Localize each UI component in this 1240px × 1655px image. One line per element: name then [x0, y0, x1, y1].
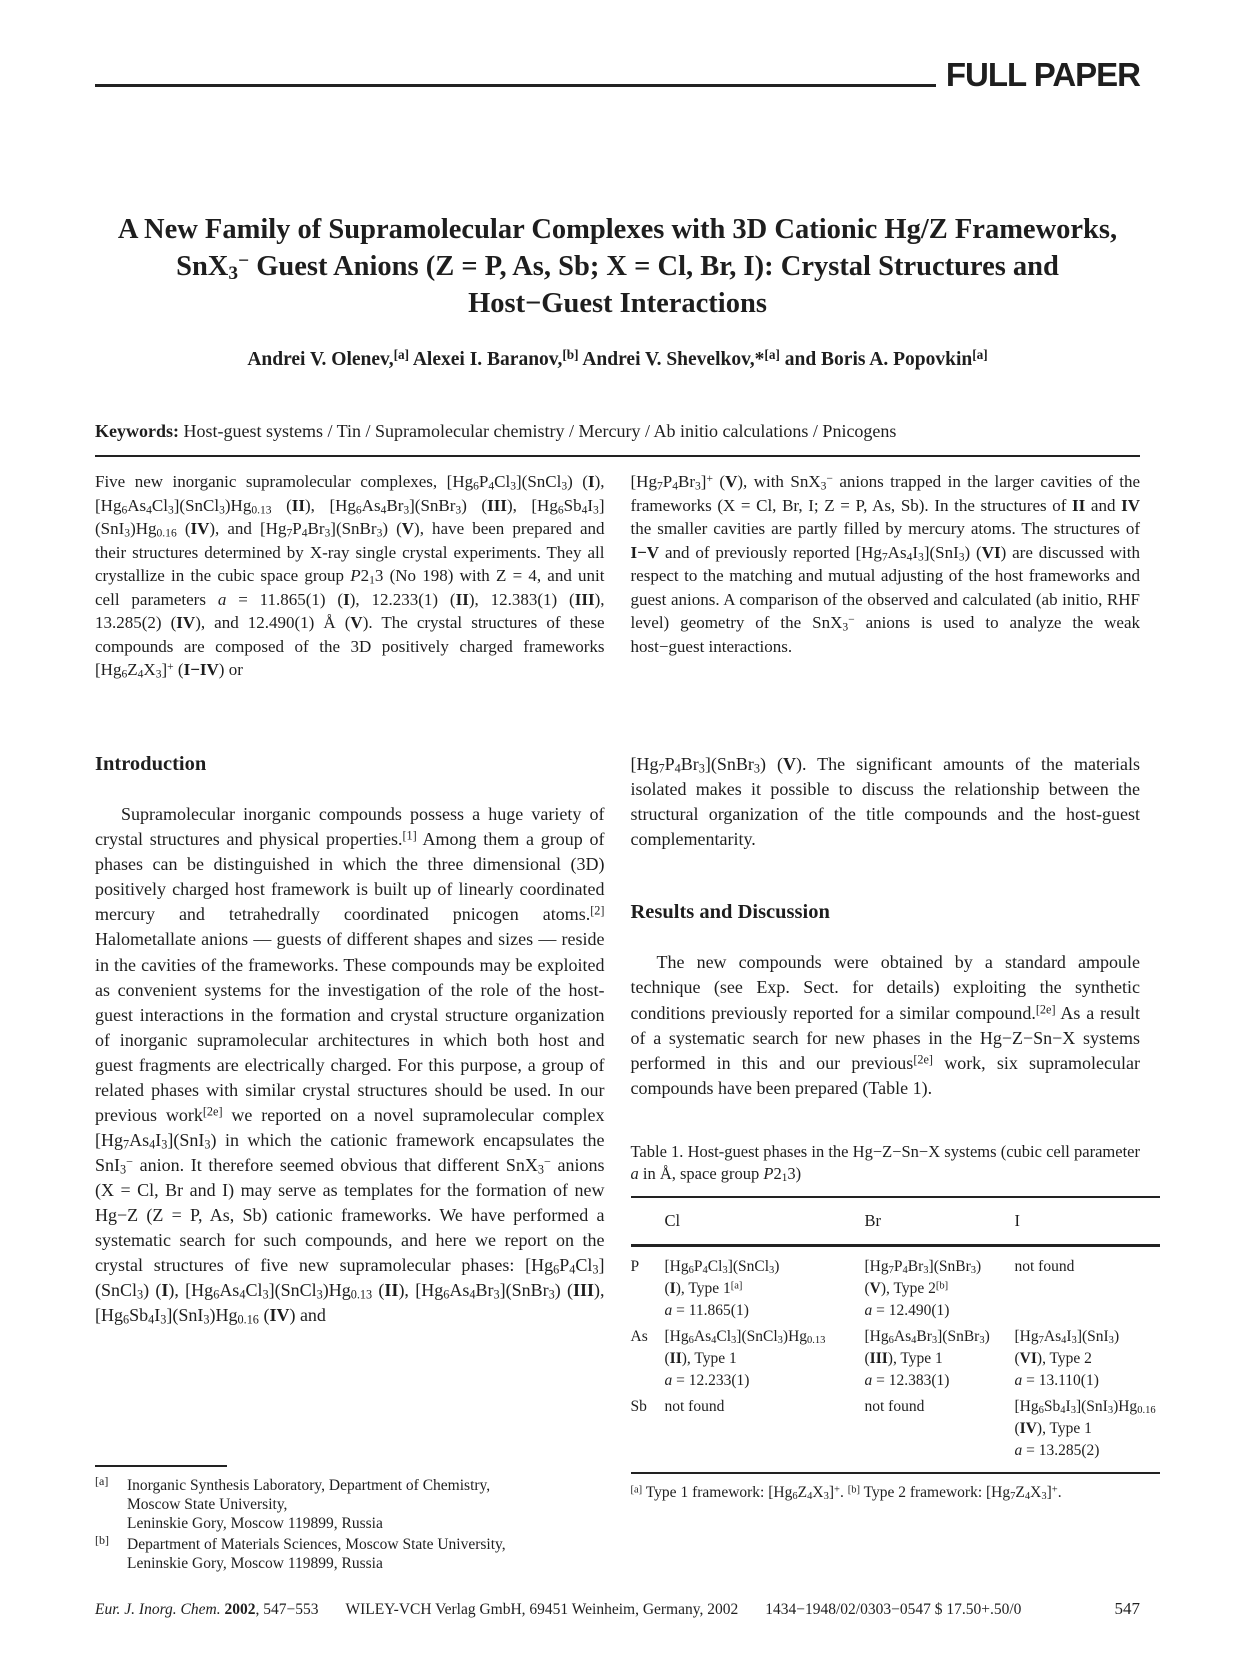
table-cell: $[Hg_6P_4Cl_3](SnCl_3)$ (I), Type 1[a] a = 11.865(1): [664, 1257, 780, 1319]
table-row-as: [631, 1324, 1161, 1394]
abstract-column-right: $[Hg_7P_4Br_3]^+$ (V), with SnX$_3$− anions trapped in the larger cavities of the frameworks (X = Cl, Br, I; Z = P, As, Sb). In the structures of II and IV the smaller cavities are partly filled by mercury atoms. The structures of I−V and of previously reported $[Hg_7As_4I_3](SnI_3)$ (VI) are discussed with respect to the matching and mutual adjusting of the host frameworks and guest anions. A comparison of the observed and calculated (ab initio, RHF level) geometry of the SnX$_3$− anions is used to analyze the weak host−guest interactions.: [630, 471, 1141, 656]
table-cell: $[Hg_6Sb_4I_3](SnI_3)Hg_{0.16}$ (IV), Type 1 a = 13.285(2): [1014, 1397, 1156, 1459]
table-row-sb: [631, 1394, 1161, 1473]
abstract: [95, 470, 1140, 682]
affiliation-a-text: Inorganic Synthesis Laboratory, Department of Chemistry, Moscow State University, Leninskie Gory, Moscow 119899, Russia: [127, 1476, 491, 1533]
footer-page-number: 547: [1114, 1599, 1140, 1618]
body-columns: [95, 740, 1156, 1573]
table-cell: $[Hg_7P_4Br_3](SnBr_3)$ (V), Type 2[b] a = 12.490(1): [864, 1257, 982, 1319]
table-cell: not found: [664, 1397, 725, 1415]
table-col-header-i: I: [1015, 1197, 1161, 1245]
table1-caption: Table 1. Host-guest phases in the Hg−Z−Sn−X systems (cubic cell parameter a in Å, space group $P2_13$): [630, 1141, 1140, 1184]
table-col-header-br: Br: [865, 1197, 1015, 1245]
table-cell: $[Hg_6As_4Cl_3](SnCl_3)Hg_{0.13}$ (II), Type 1 a = 12.233(1): [664, 1327, 826, 1389]
table1-block: [630, 1141, 1156, 1504]
table-cell: $[Hg_6As_4Br_3](SnBr_3)$ (III), Type 1 a = 12.383(1): [864, 1327, 990, 1389]
affiliations-rule: [95, 1465, 227, 1467]
table-cell: $[Hg_7As_4I_3](SnI_3)$ (VI), Type 2 a = 13.110(1): [1014, 1327, 1120, 1389]
body-column-left: [95, 740, 605, 1573]
table-row-label: P: [630, 1257, 640, 1275]
paper-title: A New Family of Supramolecular Complexes with 3D Cationic Hg/Z Frameworks, SnX$_3$− Guest Anions (Z = P, As, Sb; X = Cl, Br, I): Crystal Structures and Host−Guest Interactions: [117, 214, 1118, 320]
table1-footnote: [a] Type 1 framework: $[Hg_6Z_4X_3]^+$. [b] Type 2 framework: $[Hg_7Z_4X_3]^+$.: [630, 1483, 1062, 1502]
body-column-right: [630, 740, 1156, 1573]
page-footer: [95, 1599, 1140, 1619]
authors-line: Andrei V. Olenev,[a] Alexei I. Baranov,[b] Andrei V. Shevelkov,*[a] and Boris A. Popovkin[a]: [247, 347, 988, 371]
host-guest-phases-table: [631, 1196, 1161, 1473]
affiliation-a: [95, 1473, 605, 1534]
section-heading-results: Results and Discussion: [630, 900, 830, 923]
article-type-label: FULL PAPER: [945, 56, 1140, 93]
footer-issn-code: 1434−1948/02/0303−0547 $ 17.50+.50/0: [765, 1601, 1022, 1618]
table-corner-cell: [631, 1197, 665, 1245]
table-header-row: [631, 1197, 1161, 1245]
keywords-line: [95, 421, 1140, 442]
affiliation-a-marker: [a]: [95, 1473, 109, 1488]
table-row-label: Sb: [630, 1397, 647, 1415]
continuation-paragraph: $[Hg_7P_4Br_3](SnBr_3)$ (V). The significant amounts of the materials isolated makes it possible to discuss the relationship between the structural organization of the title compounds and the host-guest complementarity.: [630, 753, 1140, 849]
table-col-header-cl: Cl: [665, 1197, 865, 1245]
keywords-rule: [95, 455, 1140, 457]
footer-journal-ref: Eur. J. Inorg. Chem. 2002, 547−553: [95, 1601, 319, 1618]
table-row-label: As: [630, 1327, 648, 1345]
affiliation-b: [95, 1532, 605, 1573]
keywords-text: Host-guest systems / Tin / Supramolecular chemistry / Mercury / Ab initio calculations / Pnicogens: [183, 421, 897, 442]
affiliation-b-text: Department of Materials Sciences, Moscow State University, Leninskie Gory, Moscow 119899, Russia: [127, 1535, 506, 1572]
abstract-column-left: Five new inorganic supramolecular complexes, $[Hg_6P_4Cl_3](SnCl_3)$ (I), $[Hg_6As_4Cl_3](SnCl_3)Hg_{0.13}$ (II), $[Hg_6As_4Br_3](SnBr_3)$ (III), $[Hg_6Sb_4I_3](SnI_3)Hg_{0.16}$ (IV), and $[Hg_7P_4Br_3](SnBr_3)$ (V), have been prepared and their structures determined by X-ray single crystal experiments. They all crystallize in the cubic space group $P2_13$ (No 198) with Z = 4, and unit cell parameters a = 11.865(1) (I), 12.233(1) (II), 12.383(1) (III), 13.285(2) (IV), and 12.490(1) Å (V). The crystal structures of these compounds are composed of the 3D positively charged frameworks $[Hg_6Z_4X_3]^+$ (I−IV) or: [95, 472, 605, 681]
table-row-p: [631, 1245, 1161, 1324]
table-cell: not found: [1014, 1257, 1075, 1275]
keywords-label: Keywords:: [95, 421, 179, 442]
table-cell: not found: [864, 1397, 925, 1415]
header-rule: [95, 84, 936, 87]
affiliation-b-marker: [b]: [95, 1532, 109, 1547]
footer-publisher: WILEY-VCH Verlag GmbH, 69451 Weinheim, Germany, 2002: [345, 1601, 739, 1618]
introduction-paragraph: Supramolecular inorganic compounds possess a huge variety of crystal structures and physical properties.[1] Among them a group of phases can be distinguished in which the three dimensional (3D) positively charged host framework is built up of linearly coordinated mercury and tetrahedrally coordinated pnicogen atoms.[2] Halometallate anions — guests of different shapes and sizes — reside in the cavities of the frameworks. These compounds may be exploited as convenient systems for the investigation of the role of the host-guest interactions in the formation and crystal structure organization of inorganic supramolecular architectures in which both host and guest fragments are electrically charged. For this purpose, a group of related phases with similar crystal structures should be used. In our previous work[2e] we reported on a novel supramolecular complex $[Hg_7As_4I_3](SnI_3)$ in which the cationic framework encapsulates the SnI$_3$− anion. It therefore seemed obvious that different SnX$_3$− anions (X = Cl, Br and I) may serve as templates for the formation of new Hg−Z (Z = P, As, Sb) cationic frameworks. We have performed a systematic search for such compounds, and here we report on the crystal structures of five new supramolecular phases: $[Hg_6P_4Cl_3](SnCl_3)$ (I), $[Hg_6As_4Cl_3](SnCl_3)Hg_{0.13}$ (II), $[Hg_6As_4Br_3](SnBr_3)$ (III), $[Hg_6Sb_4I_3](SnI_3)Hg_{0.16}$ (IV) and: [95, 804, 605, 1327]
masthead: [95, 58, 1140, 91]
results-paragraph: The new compounds were obtained by a standard ampoule technique (see Exp. Sect. for details) exploiting the synthetic conditions previously reported for a similar compound.[2e] As a result of a systematic search for new phases in the Hg−Z−Sn−X systems performed in this and our previous[2e] work, six supramolecular compounds have been prepared (Table 1).: [630, 952, 1140, 1098]
section-heading-introduction: Introduction: [95, 752, 207, 775]
affiliations-block: [95, 1435, 605, 1573]
